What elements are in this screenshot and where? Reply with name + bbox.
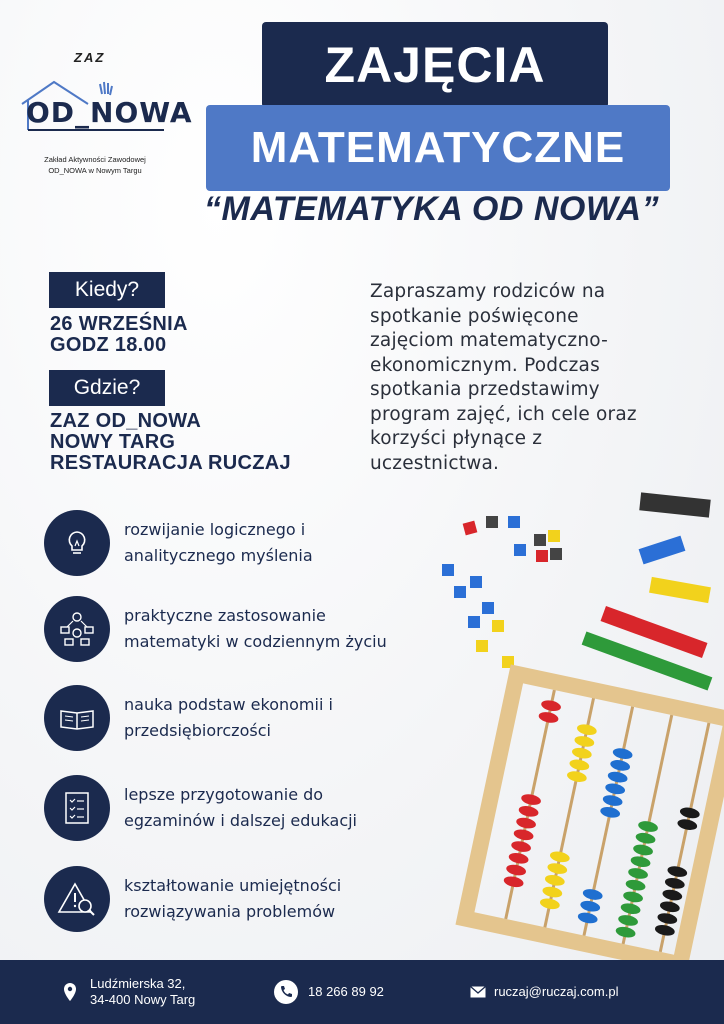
feature-line: rozwiązywania problemów [124, 902, 336, 921]
intro-text: Zapraszamy rodziców na spotkanie poświęcone zajęciom matematyczno-ekonomicznym. Podczas spotkania przedstawimy program zajęć, ich cele oraz korzyści płynące z uczestnictwa. [370, 281, 637, 474]
cube-rods-icon [582, 492, 713, 690]
feature-item [44, 510, 464, 576]
feature-line: nauka podstaw ekonomii i [124, 695, 333, 714]
feature-text [124, 517, 444, 569]
logo-zaz-text: ZAZ [74, 50, 106, 65]
title-subtitle: “MATEMATYKA OD NOWA” [204, 190, 660, 228]
cubes-icon [442, 516, 562, 668]
feature-line: przedsiębiorczości [124, 721, 271, 740]
email-address: ruczaj@ruczaj.com.pl [494, 984, 619, 999]
phone-icon [274, 980, 298, 1004]
feature-line: rozwijanie logicznego i [124, 520, 306, 539]
title-banner-zajecia: ZAJĘCIA [262, 22, 608, 108]
when-date: 26 WRZEŚNIA [50, 313, 188, 335]
where-line3: RESTAURACJA RUCZAJ [50, 452, 291, 474]
logo-subtitle-line2: OD_NOWA w Nowym Targu [48, 166, 142, 175]
where-line2: NOWY TARG [50, 431, 176, 453]
feature-line: kształtowanie umiejętności [124, 876, 342, 895]
phone-number: 18 266 89 92 [308, 984, 384, 999]
feature-text [124, 782, 444, 834]
abacus-icon [465, 674, 724, 960]
feature-line: analitycznego myślenia [124, 546, 313, 565]
lightbulb-icon [44, 510, 110, 576]
where-label: Gdzie? [49, 370, 165, 406]
warning-search-icon [44, 866, 110, 932]
feature-line: matematyki w codziennym życiu [124, 632, 387, 651]
footer-address [62, 960, 195, 1024]
address-line1: Ludźmierska 32, [90, 976, 186, 991]
feature-item [44, 685, 464, 751]
logo-name: OD_NOWA [26, 96, 193, 129]
when-time: GODZ 18.00 [50, 334, 167, 356]
when-details [50, 314, 188, 356]
logo-subtitle-line1: Zakład Aktywności Zawodowej [44, 155, 146, 164]
feature-line: praktyczne zastosowanie [124, 606, 326, 625]
footer-email[interactable] [470, 960, 618, 1024]
feature-text [124, 873, 444, 925]
feature-item [44, 866, 464, 932]
feature-text [124, 603, 444, 655]
envelope-icon [470, 986, 486, 998]
location-pin-icon [62, 982, 78, 1002]
checklist-icon [44, 775, 110, 841]
logo-subtitle [20, 154, 170, 176]
feature-line: egzaminów i dalszej edukacji [124, 811, 357, 830]
where-details [50, 411, 291, 474]
footer [0, 960, 724, 1024]
book-icon [44, 685, 110, 751]
feature-text [124, 692, 444, 744]
math-blocks-abacus-illustration [430, 490, 724, 960]
where-line1: ZAZ OD_NOWA [50, 410, 202, 432]
address-line2: 34-400 Nowy Targ [90, 992, 196, 1007]
people-network-icon [44, 596, 110, 662]
footer-phone[interactable] [274, 960, 384, 1024]
feature-item [44, 775, 464, 841]
feature-line: lepsze przygotowanie do [124, 785, 324, 804]
feature-item [44, 596, 464, 662]
title-banner-matematyczne: MATEMATYCZNE [206, 105, 670, 191]
when-label: Kiedy? [49, 272, 165, 308]
